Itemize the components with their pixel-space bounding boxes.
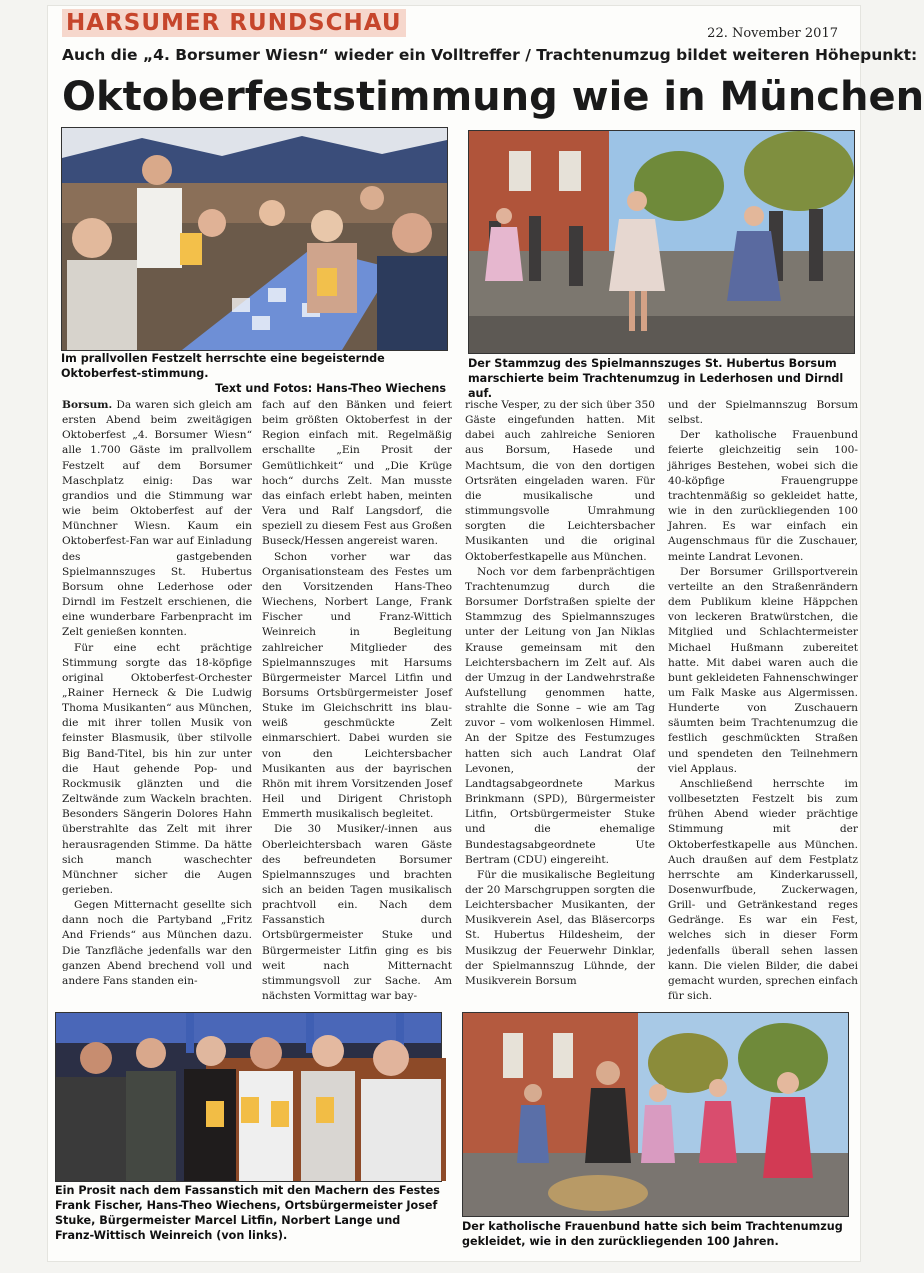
subheadline: Auch die „4. Borsumer Wiesn“ wieder ein Volltreffer / Trachtenumzug bildet weiteren Höhepunkt: (62, 46, 918, 64)
article-paragraph: rische Vesper, zu der sich über 350 Gäste eingefunden hatten. Mit dabei auch zahlreiche Senioren aus Borsum, Hasede und Machtsum, die von den dortigen Ortsräten eingeladen waren. Für die musikalische und stimmungsvolle Umrahmung sorgten die Leichtersbacher Musikanten und die original Oktoberfestkapelle aus München. (465, 399, 655, 563)
photo-trachtenumzug (468, 130, 855, 354)
photo-festzelt (61, 127, 448, 351)
publication-date: 22. November 2017 (707, 26, 838, 41)
article-paragraph: und der Spielmannszug Borsum selbst. (668, 399, 858, 427)
photo-frauenbund (462, 1012, 849, 1217)
caption-trachtenumzug: Der Stammzug des Spielmannszuges St. Hubertus Borsum marschierte beim Trachtenumzug in Lederhosen und Dirndl auf. (468, 357, 844, 400)
article-paragraph: Borsum. Da waren sich gleich am ersten Abend beim zweitägigen Oktoberfest „4. Borsumer Wiesn“ alle 1.700 Gäste im prallvollem Festzelt auf dem Borsumer Maschplatz einig: Das war grandios und die Stimmung war wie beim Oktoberfest auf der Münchner Wiesn. Kaum ein Oktoberfest-Fan war auf Einladung des gastgebenden Spielmannszuges St. Hubertus Borsum ohne Lederhose oder Dirndl im Festzelt erschienen, die eine wunderbare Farbenpracht im Zelt genießen konnten. (62, 399, 252, 639)
article-paragraph: Für eine echt prächtige Stimmung sorgte das 18-köpfige original Oktoberfest-Orchester „Rainer Herneck & Die Ludwig Thoma Musikanten“ aus München, die mit ihrer tollen Musik von feinster Blasmusik, über stilvolle Big Band-Titel, bis hin zur unter die Haut gehende Pop- und Rockmusik glänzten und die Zeltwände zum Wackeln brachten. Besonders Sängerin Dolores Hahn überstrahlte das Zelt mit ihrer herausragenden Stimme. Da hätte sich manch waschechter Münchner sicher die Augen gerieben. (62, 641, 252, 896)
photo-prosit (55, 1012, 442, 1182)
article-column-4 (668, 398, 858, 1003)
article-paragraph: Anschließend herrschte im vollbesetzten Festzelt bis zum frühen Abend wieder prächtige Stimmung mit der Oktoberfestkapelle aus München. Auch draußen auf dem Festplatz herrschte am Kinderkarussell, Dosenwurfbude, Zuckerwagen, Grill- und Getränkestand reges Gedränge. Es war ein Fest, welches sich in dieser Form jedenfalls überall sehen lassen kann. Die vielen Bilder, die dabei gemacht wurden, sprechen einfach für sich. (668, 777, 858, 1003)
article-paragraph: Der katholische Frauenbund feierte gleichzeitig sein 100-jähriges Bestehen, wobei sich die 40-köpfige Frauengruppe trachtenmäßig so gekleidet hatte, wie in den zurückliegenden 100 Jahren. Es war einfach ein Augenschmaus für die Zuschauer, meinte Landrat Levonen. (668, 429, 858, 563)
article-paragraph: Noch vor dem farbenprächtigen Trachtenumzug durch die Borsumer Dorfstraßen spielte der Stammzug des Spielmannszuges unter der Leitung von Jan Niklas Krause gemeinsam mit den Leichtersbachern im Zelt auf. Als der Umzug in der Landwehrstraße Aufstellung genommen hatte, strahlte die Sonne – wie am Tag zuvor – vom wolkenlosen Himmel. An der Spitze des Festumzuges hatten sich auch Landrat Olaf Levonen, der Landtagsabgeordnete Markus Brinkmann (SPD), Bürgermeister Litfin, Ortsbürgermeister Stuke und die ehemalige Bundestagsabgeordnete Ute Bertram (CDU) eingereiht. (465, 565, 655, 866)
article-paragraph: Gegen Mitternacht gesellte sich dann noch die Partyband „Fritz And Friends“ aus München dazu. Die Tanzfläche jedenfalls war den ganzen Abend brechend voll und andere Fans standen ein- (62, 899, 252, 987)
article-paragraph: Für die musikalische Begleitung der 20 Marschgruppen sorgten die Leichtersbacher Musikanten, der Musikverein Asel, das Bläsercorps St. Hubertus Hildesheim, der Musikzug der Feuerwehr Dinklar, der Spielmannszug Lühnde, der Musikverein Borsum (465, 868, 655, 987)
caption-prosit: Ein Prosit nach dem Fassanstich mit den Machern des Festes Frank Fischer, Hans-Theo Wiechens, Ortsbürgermeister Josef Stuke, Bürgermeister Marcel Litfin, Norbert Lange und Franz-Wittisch Weinreich (von links). (55, 1184, 440, 1242)
article-paragraph: Die 30 Musiker/-innen aus Oberleichtersbach waren Gäste des befreundeten Borsumer Spielmannszuges und brachten sich an beiden Tagen musikalisch prachtvoll ein. Nach dem Fassanstich durch Ortsbürgermeister Stuke und Bürgermeister Litfin ging es bis weit nach Mitternacht stimmungsvoll zur Sache. Am nächsten Vormittag war bay- (262, 823, 452, 1003)
article-column-2 (262, 398, 452, 1003)
caption-frauenbund: Der katholische Frauenbund hatte sich beim Trachtenumzug gekleidet, wie in den zurückliegenden 100 Jahren. (462, 1220, 843, 1248)
article-paragraph: fach auf den Bänken und feiert beim größten Oktoberfest in der Region einfach mit. Regelmäßig erschallte „Ein Prosit der Gemütlichkeit“ und „Die Krüge hoch“ durchs Zelt. Man musste das einfach erlebt haben, meinten Vera und Ralf Langsdorf, die speziell zu diesem Fest aus Großen Buseck/Hessen angereist waren. (262, 399, 452, 548)
photo-credit: Text und Fotos: Hans-Theo Wiechens (215, 382, 446, 395)
caption-festzelt (61, 351, 446, 396)
article-paragraph: Der Borsumer Grillsportverein verteilte an den Straßenrändern dem Publikum kleine Häppchen von leckeren Bratwürstchen, die Mitglied und Schlachtermeister Michael Hußmann zubereitet hatte. Mit dabei waren auch die bunt gekleideten Fahnenschwinger um Falk Maske aus Algermissen. Hunderte von Zuschauern säumten beim Trachtenumzug die festlich geschmückten Straßen und spendeten den Teilnehmern viel Applaus. (668, 565, 858, 775)
article-column-3 (465, 398, 655, 996)
article-column-1 (62, 398, 252, 996)
article-paragraph: Schon vorher war das Organisationsteam des Festes um den Vorsitzenden Hans-Theo Wiechens, Norbert Lange, Frank Fischer und Franz-Wittich Weinreich in Begleitung zahlreicher Mitglieder des Spielmannszuges mit Harsums Bürgermeister Marcel Litfin und Borsums Ortsbürgermeister Josef Stuke im Gleichschritt ins blau-weiß geschmückte Zelt einmarschiert. Dabei wurden sie von den Leichtersbacher Musikanten aus der bayrischen Rhön mit ihrem Vorsitzenden Josef Heil und Dirigent Christoph Emmerth musikalisch begleitet. (262, 550, 452, 821)
caption-festzelt-text: Im prallvollen Festzelt herrschte eine begeisternde Oktoberfest-stimmung. (61, 352, 385, 380)
article-location: Borsum. (62, 399, 113, 411)
headline: Oktoberfeststimmung wie in München (62, 74, 924, 120)
masthead: HARSUMER RUNDSCHAU (62, 9, 406, 37)
